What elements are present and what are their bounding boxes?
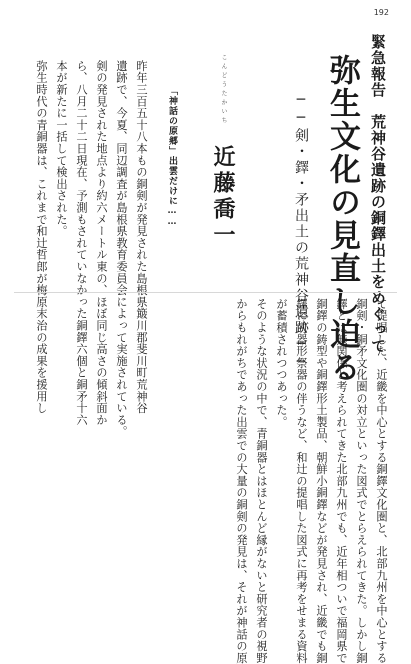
kicker: 緊急報告 荒神谷遺跡の銅鐸出土をめぐって (369, 34, 387, 354)
body-bottom-line-5: 鐸に武器形祭器の伴うなど、和辻の提唱した図式に再考をせまる資料 (295, 298, 308, 664)
body-top-line-1: 昨年三百五十八本もの銅剣が発見された島根県簸川郡斐川町荒神谷 (135, 60, 148, 414)
body-top-line-6: 弥生時代の青銅器は、これまで和辻哲郎が梅原末治の成果を援用し (35, 60, 48, 414)
body-bottom-line-8: からもれがちであった出雲での大量の銅剣の発見は、それが神話の原 (235, 298, 248, 664)
author-name: 近藤喬一 (210, 145, 236, 249)
body-bottom-line-7: そのような状況の中で、青銅器とはほとんど縁がないと研究者の視野 (255, 298, 268, 664)
body-bottom-line-1: て提唱した、近畿を中心とする銅鐸文化圏と、北部九州を中心とする (375, 298, 388, 664)
author-ruby: こんどうたかいち (220, 54, 227, 126)
section-divider (14, 292, 397, 293)
page-number: 192 (373, 8, 389, 17)
body-bottom-line-4: 銅鐸の鋳型や銅鐸形土製品、朝鮮小銅鐸などが発見され、近畿でも銅 (315, 298, 328, 664)
body-top-line-2: 遺跡で、今夏、同辺調査が島根県教育委員会によって実施されている。 (115, 60, 128, 438)
subtitle: ──剣・鐸・矛出土の荒神谷遺跡── (293, 92, 309, 372)
headline: 弥生文化の見直し迫る (324, 54, 360, 384)
body-bottom-line-6: が蓄積されつつあった。 (275, 298, 288, 428)
section-side-label: 「神話の原郷」出雲だけに…… (167, 86, 177, 228)
body-top-line-3: 剣の発見された地点より約六メートル東の、ほぼ同じ高さの傾斜面か (95, 60, 108, 426)
author-block (208, 54, 239, 249)
body-bottom-line-2: 銅剣・銅矛文化圏の対立といった図式でとらえられてきた。しかし銅 (355, 298, 368, 664)
body-top-line-4: ら、八月二十二日現在、予測もされていなかった銅鐸六個と銅矛十六 (75, 60, 88, 426)
body-bottom-line-3: 鐸とは無関係と考えられてきた北部九州でも、近年相ついで福岡県で (335, 298, 348, 664)
body-top-line-5: 本が新たに一括して検出された。 (55, 60, 68, 237)
